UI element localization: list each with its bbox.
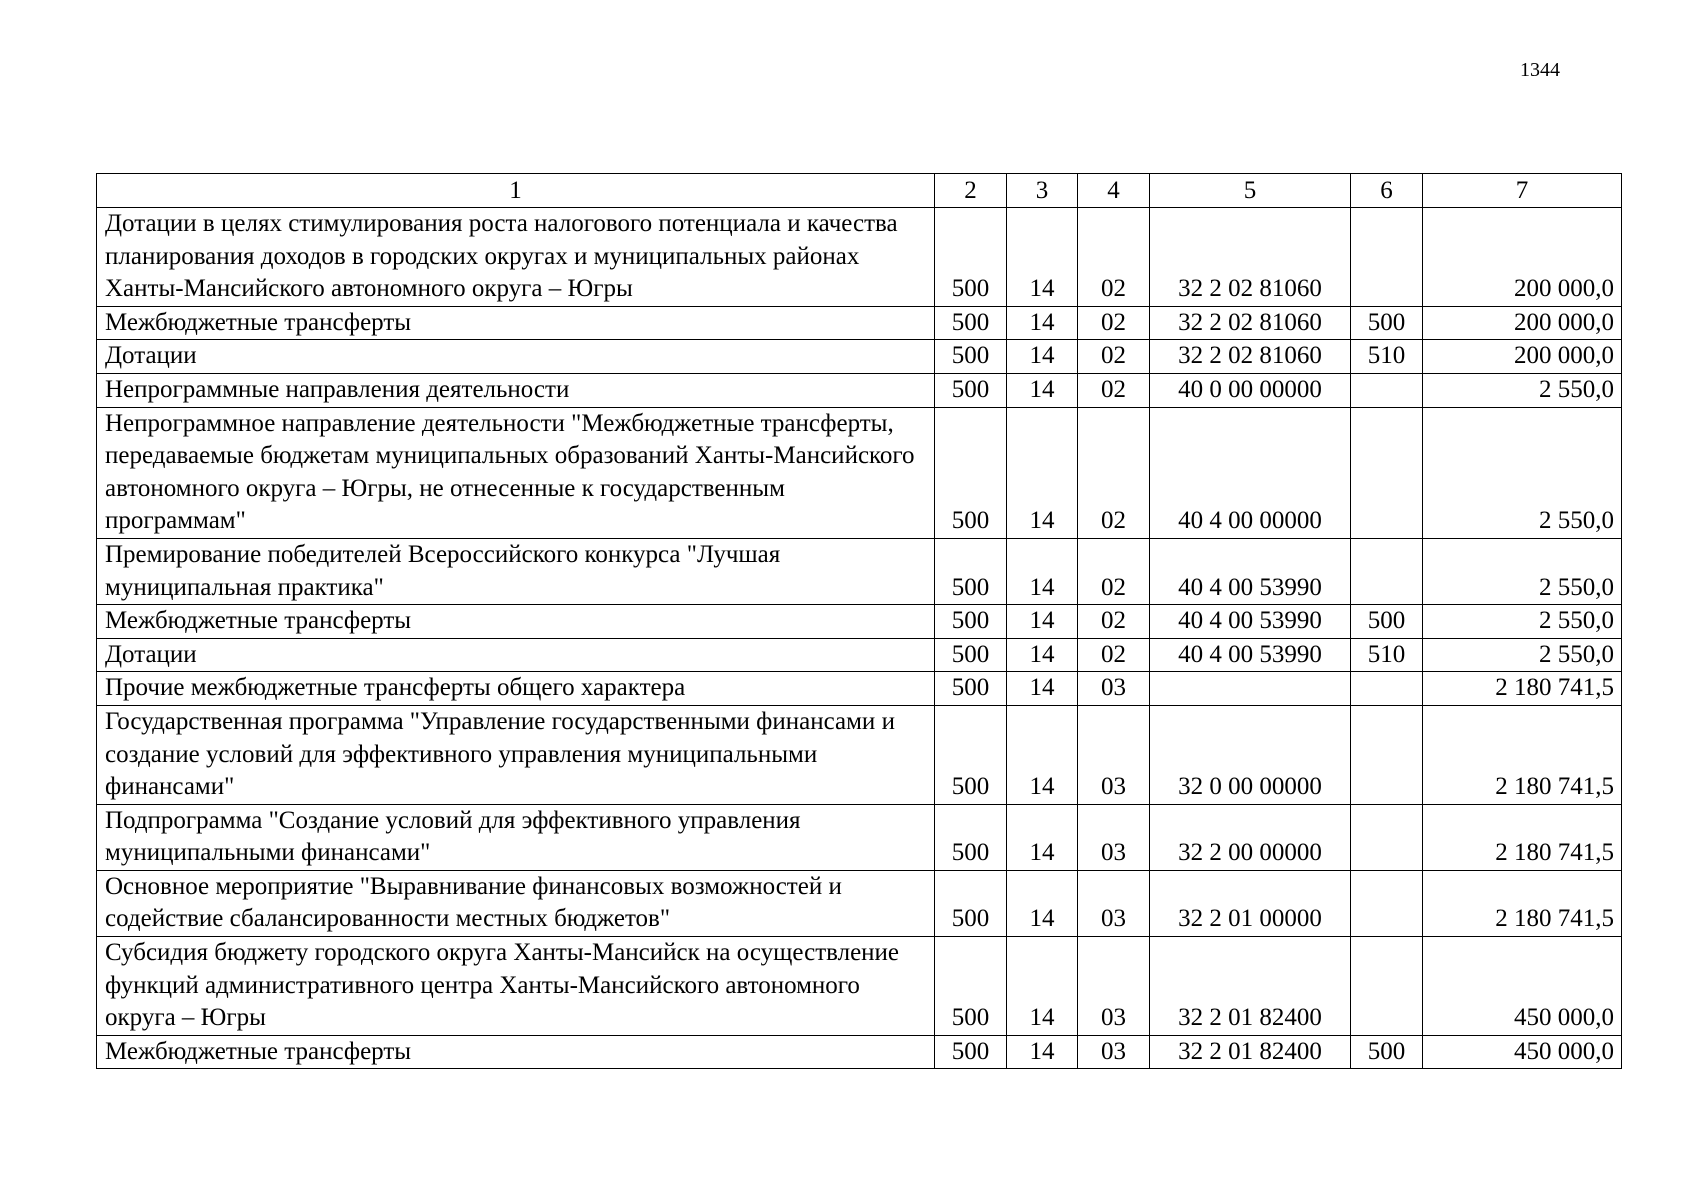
table-row — [97, 407, 1622, 538]
amount-cell: 2 180 741,5 — [1423, 705, 1622, 804]
admin-code-cell: 500 — [935, 538, 1007, 604]
subsection-cell: 02 — [1078, 538, 1150, 604]
expense-type-cell — [1351, 705, 1423, 804]
table-row — [97, 1035, 1622, 1069]
page-number: 1344 — [1520, 59, 1560, 81]
subsection-cell: 03 — [1078, 705, 1150, 804]
target-article-cell: 32 2 02 81060 — [1150, 306, 1351, 340]
row-name-cell: Дотации в целях стимулирования роста налогового потенциала и качества планирования доходов в городских округах и муниципальных районах Ханты-Мансийского автономного округа – Югры — [97, 208, 935, 307]
amount-cell: 200 000,0 — [1423, 306, 1622, 340]
expense-type-cell: 510 — [1351, 340, 1423, 374]
subsection-cell: 03 — [1078, 937, 1150, 1036]
section-cell: 14 — [1007, 672, 1078, 706]
table-row — [97, 638, 1622, 672]
target-article-cell: 32 0 00 00000 — [1150, 705, 1351, 804]
table-row — [97, 870, 1622, 936]
table-row — [97, 705, 1622, 804]
row-name-cell: Премирование победителей Всероссийского конкурса "Лучшая муниципальная практика" — [97, 538, 935, 604]
section-cell: 14 — [1007, 937, 1078, 1036]
target-article-cell: 40 0 00 00000 — [1150, 373, 1351, 407]
admin-code-cell: 500 — [935, 605, 1007, 639]
admin-code-cell: 500 — [935, 870, 1007, 936]
expense-type-cell: 500 — [1351, 605, 1423, 639]
section-cell: 14 — [1007, 373, 1078, 407]
admin-code-cell: 500 — [935, 306, 1007, 340]
target-article-cell: 32 2 01 82400 — [1150, 937, 1351, 1036]
subsection-cell: 03 — [1078, 672, 1150, 706]
budget-table — [96, 173, 1622, 1069]
column-header-2: 2 — [935, 174, 1007, 208]
amount-cell: 450 000,0 — [1423, 1035, 1622, 1069]
row-name-cell: Межбюджетные трансферты — [97, 605, 935, 639]
target-article-cell: 40 4 00 00000 — [1150, 407, 1351, 538]
section-cell: 14 — [1007, 407, 1078, 538]
admin-code-cell: 500 — [935, 407, 1007, 538]
table-row — [97, 538, 1622, 604]
table-row — [97, 340, 1622, 374]
amount-cell: 2 550,0 — [1423, 373, 1622, 407]
table-row — [97, 373, 1622, 407]
amount-cell: 2 180 741,5 — [1423, 870, 1622, 936]
amount-cell: 450 000,0 — [1423, 937, 1622, 1036]
column-header-3: 3 — [1007, 174, 1078, 208]
amount-cell: 2 550,0 — [1423, 638, 1622, 672]
column-header-4: 4 — [1078, 174, 1150, 208]
table-row — [97, 306, 1622, 340]
subsection-cell: 02 — [1078, 340, 1150, 374]
target-article-cell: 32 2 01 00000 — [1150, 870, 1351, 936]
target-article-cell: 32 2 02 81060 — [1150, 208, 1351, 307]
target-article-cell: 32 2 02 81060 — [1150, 340, 1351, 374]
section-cell: 14 — [1007, 638, 1078, 672]
expense-type-cell — [1351, 373, 1423, 407]
column-header-5: 5 — [1150, 174, 1351, 208]
section-cell: 14 — [1007, 208, 1078, 307]
row-name-cell: Межбюджетные трансферты — [97, 306, 935, 340]
expense-type-cell — [1351, 208, 1423, 307]
amount-cell: 200 000,0 — [1423, 340, 1622, 374]
section-cell: 14 — [1007, 605, 1078, 639]
admin-code-cell: 500 — [935, 340, 1007, 374]
section-cell: 14 — [1007, 306, 1078, 340]
section-cell: 14 — [1007, 870, 1078, 936]
amount-cell: 2 180 741,5 — [1423, 804, 1622, 870]
expense-type-cell: 500 — [1351, 1035, 1423, 1069]
table-row — [97, 937, 1622, 1036]
expense-type-cell — [1351, 804, 1423, 870]
admin-code-cell: 500 — [935, 705, 1007, 804]
section-cell: 14 — [1007, 705, 1078, 804]
row-name-cell: Дотации — [97, 340, 935, 374]
row-name-cell: Подпрограмма "Создание условий для эффективного управления муниципальными финансами" — [97, 804, 935, 870]
subsection-cell: 02 — [1078, 306, 1150, 340]
expense-type-cell — [1351, 870, 1423, 936]
header-row — [97, 174, 1622, 208]
expense-type-cell — [1351, 407, 1423, 538]
row-name-cell: Межбюджетные трансферты — [97, 1035, 935, 1069]
section-cell: 14 — [1007, 1035, 1078, 1069]
row-name-cell: Непрограммные направления деятельности — [97, 373, 935, 407]
admin-code-cell: 500 — [935, 638, 1007, 672]
amount-cell: 2 550,0 — [1423, 538, 1622, 604]
table-row — [97, 605, 1622, 639]
subsection-cell: 02 — [1078, 605, 1150, 639]
target-article-cell: 40 4 00 53990 — [1150, 605, 1351, 639]
target-article-cell: 40 4 00 53990 — [1150, 538, 1351, 604]
table-body — [97, 208, 1622, 1069]
row-name-cell: Дотации — [97, 638, 935, 672]
amount-cell: 2 550,0 — [1423, 605, 1622, 639]
amount-cell: 200 000,0 — [1423, 208, 1622, 307]
subsection-cell: 03 — [1078, 1035, 1150, 1069]
row-name-cell: Субсидия бюджету городского округа Ханты-Мансийск на осуществление функций административного центра Ханты-Мансийского автономного округа – Югры — [97, 937, 935, 1036]
section-cell: 14 — [1007, 340, 1078, 374]
amount-cell: 2 550,0 — [1423, 407, 1622, 538]
subsection-cell: 02 — [1078, 208, 1150, 307]
admin-code-cell: 500 — [935, 1035, 1007, 1069]
subsection-cell: 03 — [1078, 870, 1150, 936]
target-article-cell: 32 2 01 82400 — [1150, 1035, 1351, 1069]
admin-code-cell: 500 — [935, 672, 1007, 706]
row-name-cell: Непрограммное направление деятельности "Межбюджетные трансферты, передаваемые бюджетам муниципальных образований Ханты-Мансийского автономного округа – Югры, не отнесенные к государственным программам" — [97, 407, 935, 538]
admin-code-cell: 500 — [935, 804, 1007, 870]
expense-type-cell — [1351, 538, 1423, 604]
column-header-6: 6 — [1351, 174, 1423, 208]
expense-type-cell: 510 — [1351, 638, 1423, 672]
table-row — [97, 672, 1622, 706]
row-name-cell: Основное мероприятие "Выравнивание финансовых возможностей и содействие сбалансированности местных бюджетов" — [97, 870, 935, 936]
subsection-cell: 02 — [1078, 373, 1150, 407]
column-header-7: 7 — [1423, 174, 1622, 208]
target-article-cell: 40 4 00 53990 — [1150, 638, 1351, 672]
section-cell: 14 — [1007, 538, 1078, 604]
table-row — [97, 804, 1622, 870]
admin-code-cell: 500 — [935, 937, 1007, 1036]
expense-type-cell — [1351, 672, 1423, 706]
subsection-cell: 02 — [1078, 638, 1150, 672]
expense-type-cell — [1351, 937, 1423, 1036]
subsection-cell: 03 — [1078, 804, 1150, 870]
section-cell: 14 — [1007, 804, 1078, 870]
target-article-cell: 32 2 00 00000 — [1150, 804, 1351, 870]
amount-cell: 2 180 741,5 — [1423, 672, 1622, 706]
table-header — [97, 174, 1622, 208]
table-row — [97, 208, 1622, 307]
row-name-cell: Прочие межбюджетные трансферты общего характера — [97, 672, 935, 706]
expense-type-cell: 500 — [1351, 306, 1423, 340]
column-header-1: 1 — [97, 174, 935, 208]
target-article-cell — [1150, 672, 1351, 706]
admin-code-cell: 500 — [935, 373, 1007, 407]
row-name-cell: Государственная программа "Управление государственными финансами и создание условий для эффективного управления муниципальными финансами" — [97, 705, 935, 804]
admin-code-cell: 500 — [935, 208, 1007, 307]
subsection-cell: 02 — [1078, 407, 1150, 538]
